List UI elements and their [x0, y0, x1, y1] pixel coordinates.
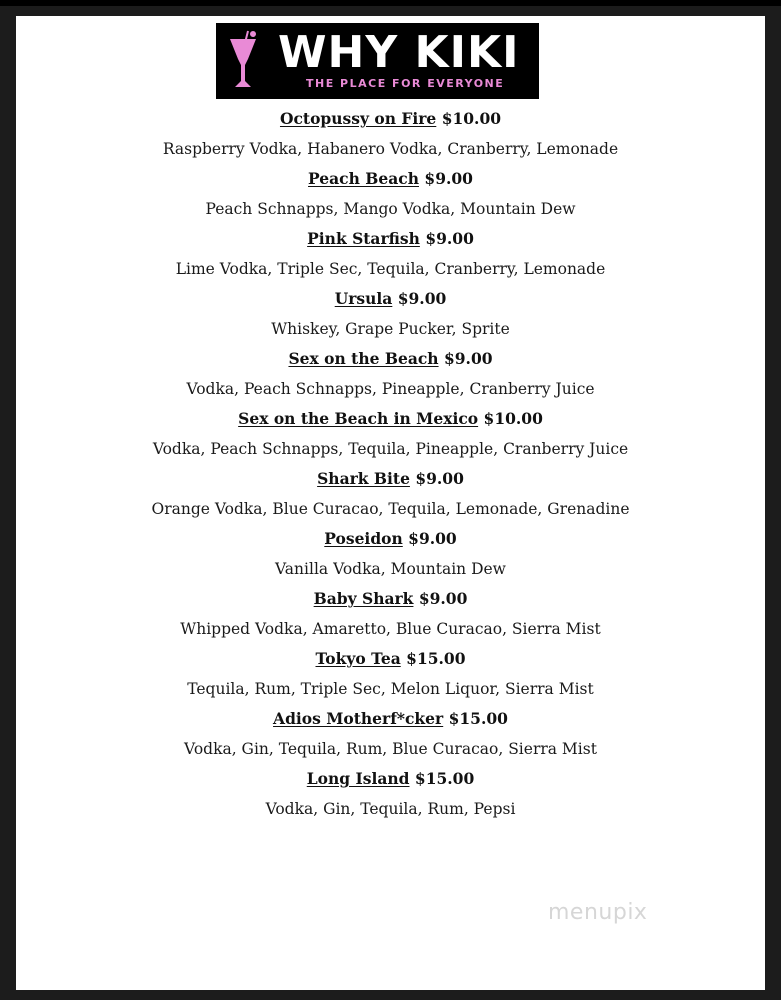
menu-item [16, 644, 765, 674]
drink-name: Adios Motherf*cker [273, 709, 444, 728]
menu-item [16, 344, 765, 374]
drink-price: $9.00 [443, 349, 493, 368]
drink-name: Peach Beach [308, 169, 419, 188]
drink-name: Octopussy on Fire [279, 109, 437, 128]
drink-ingredients: Vodka, Peach Schnapps, Pineapple, Cranberry Juice [186, 380, 595, 398]
drink-price: $15.00 [414, 769, 475, 788]
logo-title: WHY KIKI [278, 27, 520, 78]
drink-name: Sex on the Beach [288, 349, 439, 368]
drink-ingredients: Raspberry Vodka, Habanero Vodka, Cranberry, Lemonade [162, 140, 619, 158]
top-border [0, 0, 781, 6]
drink-price: $15.00 [448, 709, 508, 728]
menupix-watermark: menupix [548, 900, 648, 925]
drink-ingredients: Vanilla Vodka, Mountain Dew [275, 560, 506, 578]
logo-tagline: THE PLACE FOR EVERYONE [306, 77, 505, 90]
drink-ingredients: Vodka, Peach Schnapps, Tequila, Pineapple, Cranberry Juice [152, 440, 629, 458]
drink-name: Baby Shark [313, 589, 414, 608]
menu-page [16, 16, 765, 990]
drink-menu [16, 104, 765, 824]
drink-ingredients: Whipped Vodka, Amaretto, Blue Curacao, Sierra Mist [180, 620, 601, 638]
drink-name: Tokyo Tea [315, 649, 401, 668]
drink-ingredients: Peach Schnapps, Mango Vodka, Mountain Dew [205, 200, 576, 218]
drink-price: $9.00 [408, 529, 457, 548]
menu-item [16, 224, 765, 254]
drink-price: $9.00 [397, 289, 447, 308]
menu-item [16, 464, 765, 494]
drink-name: Pink Starfish [307, 229, 420, 248]
menu-item [16, 104, 765, 134]
drink-name: Shark Bite [317, 469, 410, 488]
drink-price: $10.00 [483, 409, 543, 428]
drink-name: Sex on the Beach in Mexico [238, 409, 479, 428]
drink-ingredients: Orange Vodka, Blue Curacao, Tequila, Lemonade, Grenadine [151, 500, 630, 518]
drink-ingredients: Lime Vodka, Triple Sec, Tequila, Cranberry, Lemonade [175, 260, 606, 278]
drink-price: $9.00 [424, 169, 473, 188]
drink-price: $15.00 [406, 649, 466, 668]
menu-item [16, 704, 765, 734]
drink-ingredients: Vodka, Gin, Tequila, Rum, Blue Curacao, Sierra Mist [184, 740, 597, 758]
menu-item [16, 584, 765, 614]
drink-ingredients: Whiskey, Grape Pucker, Sprite [271, 320, 510, 338]
drink-price: $9.00 [425, 229, 474, 248]
menu-item [16, 164, 765, 194]
drink-price: $9.00 [418, 589, 468, 608]
menu-item [16, 404, 765, 434]
drink-ingredients: Vodka, Gin, Tequila, Rum, Pepsi [265, 800, 516, 818]
drink-name: Poseidon [324, 529, 403, 548]
menu-item [16, 764, 765, 794]
drink-ingredients: Tequila, Rum, Triple Sec, Melon Liquor, Sierra Mist [187, 680, 594, 698]
drink-price: $10.00 [441, 109, 502, 128]
why-kiki-logo [216, 23, 539, 99]
cocktail-glass-icon [226, 29, 260, 93]
menu-item [16, 284, 765, 314]
menu-item [16, 524, 765, 554]
drink-name: Ursula [334, 289, 393, 308]
drink-price: $9.00 [415, 469, 464, 488]
drink-name: Long Island [306, 769, 410, 788]
